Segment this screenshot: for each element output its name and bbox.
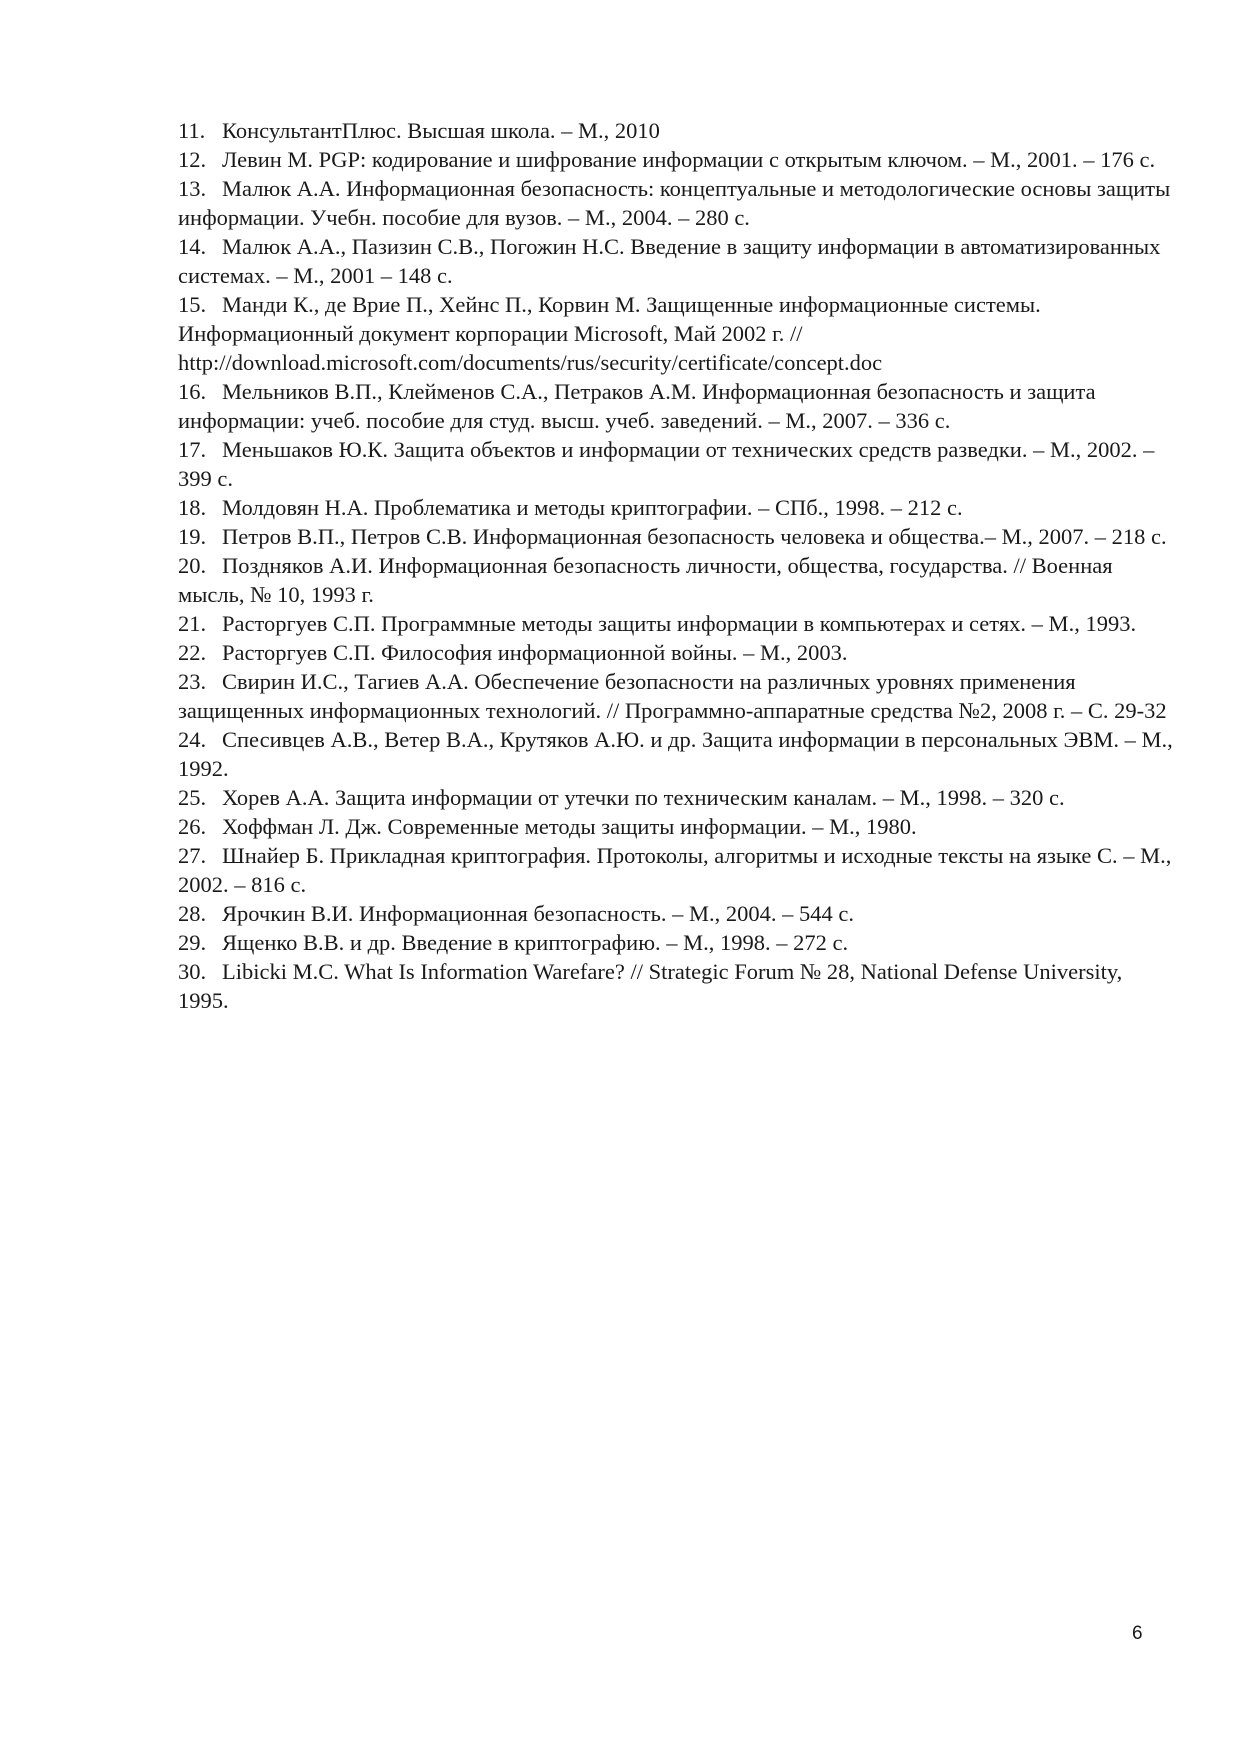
reference-item (178, 551, 1178, 609)
reference-item (178, 377, 1178, 435)
reference-number: 15. (178, 292, 207, 317)
reference-item (178, 493, 1178, 522)
reference-item (178, 638, 1178, 667)
reference-number: 20. (178, 553, 207, 578)
page-number: 6 (1132, 1623, 1143, 1644)
reference-list (178, 116, 1178, 1015)
reference-number: 12. (178, 147, 207, 172)
reference-number: 27. (178, 843, 207, 868)
reference-text: Малюк А.А., Пазизин С.В., Погожин Н.С. Введение в защиту информации в автоматизированных системах. – М., 2001 – 148 с. (178, 234, 1161, 288)
reference-text: КонсультантПлюс. Высшая школа. – М., 2010 (222, 118, 660, 143)
reference-text: Манди К., де Врие П., Хейнс П., Корвин М. Защищенные информационные системы. Информационный документ корпорации Microsoft, Май 2002 г. // http://download.microsoft.com/documents/rus/security/certificate/concept.doc (178, 292, 1041, 375)
reference-text: Меньшаков Ю.К. Защита объектов и информации от технических средств разведки. – М., 2002. – 399 с. (178, 437, 1155, 491)
reference-item (178, 435, 1178, 493)
reference-number: 21. (178, 611, 207, 636)
reference-text: Шнайер Б. Прикладная криптография. Протоколы, алгоритмы и исходные тексты на языке С. – М., 2002. – 816 с. (178, 843, 1172, 897)
reference-item (178, 232, 1178, 290)
reference-text: Малюк А.А. Информационная безопасность: концептуальные и методологические основы защиты информации. Учебн. пособие для вузов. – М., 2004. – 280 с. (178, 176, 1171, 230)
reference-text: Расторгуев С.П. Программные методы защиты информации в компьютерах и сетях. – М., 1993. (222, 611, 1137, 636)
reference-text: Молдовян Н.А. Проблематика и методы криптографии. – СПб., 1998. – 212 с. (222, 495, 963, 520)
reference-item (178, 290, 1178, 377)
reference-number: 24. (178, 727, 207, 752)
reference-text: Libicki M.C. What Is Information Warefare? // Strategic Forum № 28, National Defense University, 1995. (178, 959, 1123, 1013)
reference-text: Мельников В.П., Клейменов С.А., Петраков А.М. Информационная безопасность и защита информации: учеб. пособие для студ. высш. учеб. заведений. – М., 2007. – 336 с. (178, 379, 1096, 433)
reference-number: 14. (178, 234, 207, 259)
reference-text: Свирин И.С., Тагиев А.А. Обеспечение безопасности на различных уровнях применения защищенных информационных технологий. // Программно-аппаратные средства №2, 2008 г. – С. 29-32 (178, 669, 1167, 723)
reference-item (178, 812, 1178, 841)
reference-number: 16. (178, 379, 207, 404)
reference-item (178, 145, 1178, 174)
reference-text: Ященко В.В. и др. Введение в криптографию. – М., 1998. – 272 с. (222, 930, 849, 955)
reference-text: Левин М. PGP: кодирование и шифрование информации с открытым ключом. – М., 2001. – 176 с. (222, 147, 1156, 172)
reference-text: Хоффман Л. Дж. Современные методы защиты информации. – М., 1980. (222, 814, 917, 839)
reference-number: 11. (178, 118, 206, 143)
reference-item (178, 522, 1178, 551)
reference-text: Петров В.П., Петров С.В. Информационная безопасность человека и общества.– М., 2007. – 218 с. (222, 524, 1167, 549)
reference-number: 23. (178, 669, 207, 694)
reference-number: 22. (178, 640, 207, 665)
reference-item (178, 725, 1178, 783)
reference-item (178, 174, 1178, 232)
reference-number: 26. (178, 814, 207, 839)
reference-number: 28. (178, 901, 207, 926)
reference-number: 25. (178, 785, 207, 810)
reference-number: 17. (178, 437, 207, 462)
reference-item (178, 928, 1178, 957)
reference-item (178, 783, 1178, 812)
reference-item (178, 841, 1178, 899)
reference-number: 18. (178, 495, 207, 520)
reference-text: Хорев А.А. Защита информации от утечки по техническим каналам. – М., 1998. – 320 с. (222, 785, 1065, 810)
reference-item (178, 957, 1178, 1015)
reference-text: Спесивцев А.В., Ветер В.А., Крутяков А.Ю. и др. Защита информации в персональных ЭВМ. – М., 1992. (178, 727, 1173, 781)
reference-number: 29. (178, 930, 207, 955)
reference-text: Ярочкин В.И. Информационная безопасность. – М., 2004. – 544 с. (222, 901, 854, 926)
reference-item (178, 609, 1178, 638)
reference-item (178, 899, 1178, 928)
reference-text: Поздняков А.И. Информационная безопасность личности, общества, государства. // Военная мысль, № 10, 1993 г. (178, 553, 1113, 607)
reference-number: 13. (178, 176, 207, 201)
reference-item (178, 116, 1178, 145)
reference-item (178, 667, 1178, 725)
reference-number: 19. (178, 524, 207, 549)
reference-text: Расторгуев С.П. Философия информационной войны. – М., 2003. (222, 640, 848, 665)
reference-number: 30. (178, 959, 207, 984)
